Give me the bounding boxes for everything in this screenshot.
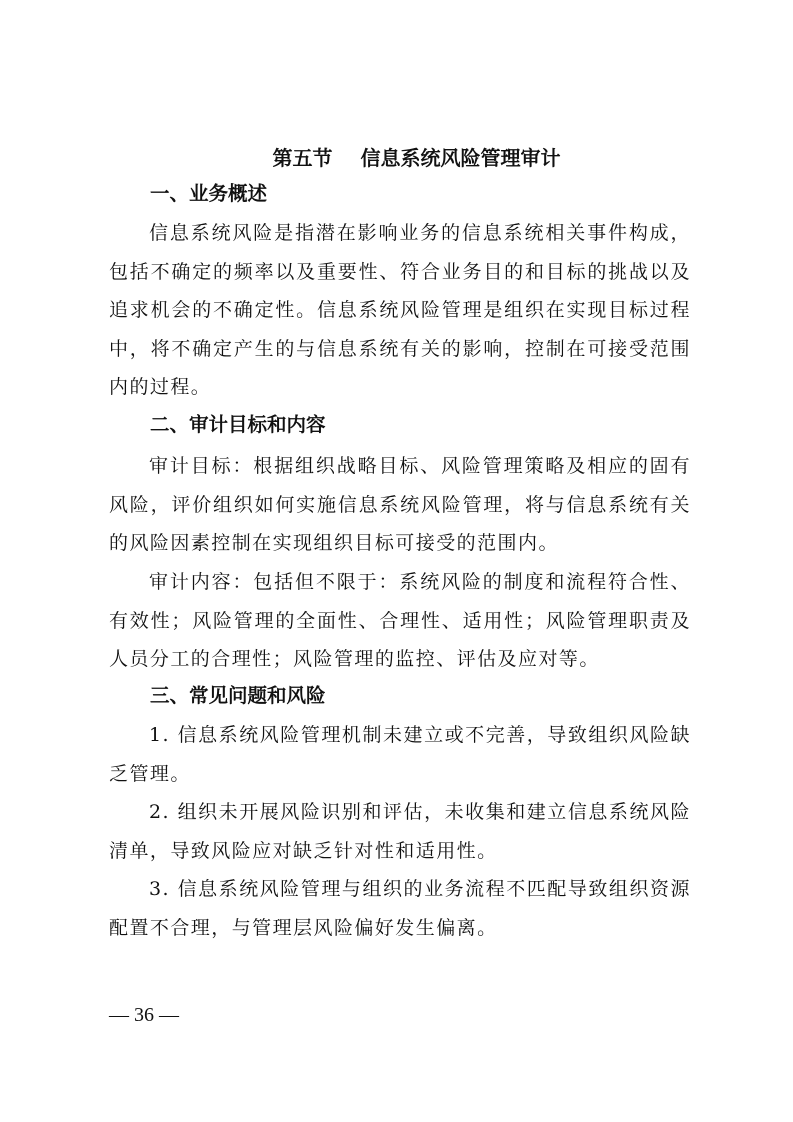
heading-issues: 三、常见问题和风险 (150, 684, 326, 707)
section-label: 第五节 (272, 146, 333, 170)
section-title-text: 信息系统风险管理审计 (360, 146, 561, 170)
paragraph-audit-content: 审计内容：包括但不限于：系统风险的制度和流程符合性、有效性；风险管理的全面性、合理性、适用性；风险管理职责及人员分工的合理性；风险管理的监控、评估及应对等。 (109, 571, 691, 670)
paragraph-overview: 信息系统风险是指潜在影响业务的信息系统相关事件构成，包括不确定的频率以及重要性、符合业务目的和目标的挑战以及追求机会的不确定性。信息系统风险管理是组织在实现目标过程中，将不确定产生的与信息系统有关的影响，控制在可接受范围内的过程。 (109, 222, 691, 398)
issue-item-3: 3. 信息系统风险管理与组织的业务流程不匹配导致组织资源配置不合理，与管理层风险偏好发生偏离。 (109, 878, 691, 939)
paragraph-audit-objective: 审计目标：根据组织战略目标、风险管理策略及相应的固有风险，评价组织如何实施信息系统风险管理，将与信息系统有关的风险因素控制在实现组织目标可接受的范围内。 (109, 455, 691, 554)
heading-overview: 一、业务概述 (150, 182, 268, 205)
issue-item-2: 2. 组织未开展风险识别和评估，未收集和建立信息系统风险清单，导致风险应对缺乏针对性和适用性。 (109, 801, 691, 862)
heading-objectives: 二、审计目标和内容 (150, 413, 326, 436)
section-title (0, 141, 793, 175)
page-number: — 36 — (109, 1004, 179, 1026)
issue-item-1: 1. 信息系统风险管理机制未建立或不完善，导致组织风险缺乏管理。 (109, 724, 691, 785)
